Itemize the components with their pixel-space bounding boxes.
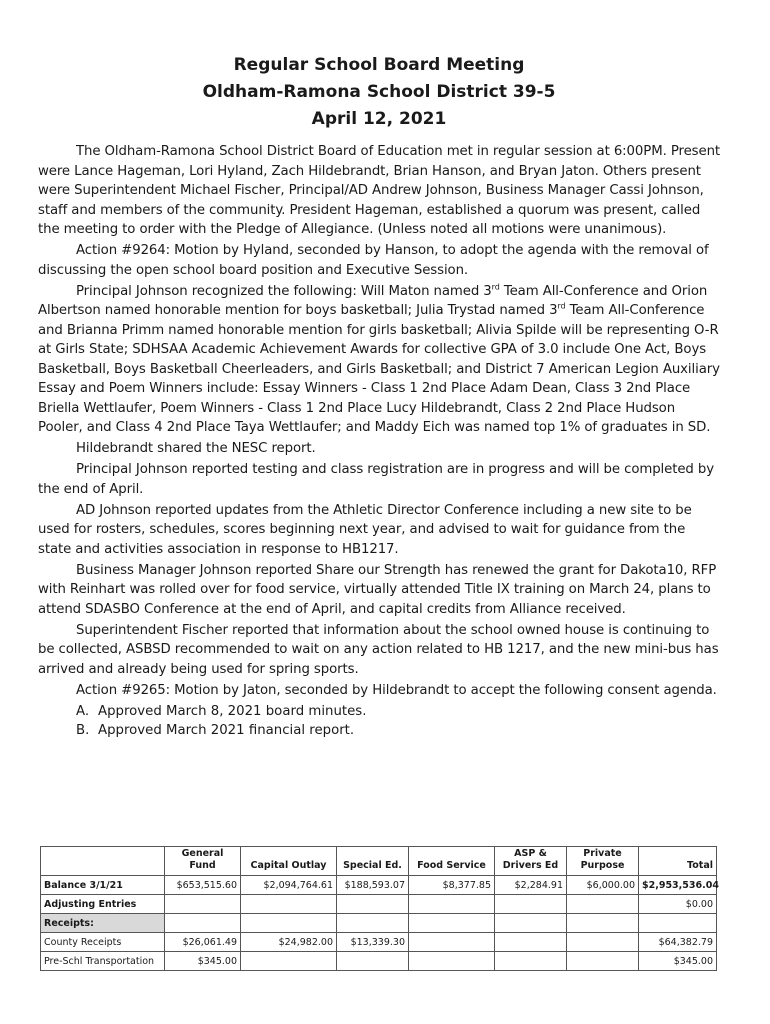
row-label: County Receipts xyxy=(41,933,165,952)
table-cell xyxy=(495,895,567,914)
table-cell xyxy=(495,933,567,952)
table-cell xyxy=(241,914,337,933)
table-cell-total: $2,953,536.04 xyxy=(639,876,717,895)
list-item-text: Approved March 2021 financial report. xyxy=(98,723,355,738)
table-cell xyxy=(567,952,639,971)
consent-agenda-list xyxy=(38,702,720,741)
row-label: Pre-Schl Transportation xyxy=(41,952,165,971)
table-cell xyxy=(165,895,241,914)
row-label: Receipts: xyxy=(41,914,165,933)
table-cell xyxy=(567,914,639,933)
table-cell: $8,377.85 xyxy=(409,876,495,895)
column-header-label xyxy=(41,847,165,876)
column-header-special-ed: Special Ed. xyxy=(337,847,409,876)
superscript-rd-2: rd xyxy=(557,301,566,311)
paragraph-superintendent-report: Superintendent Fischer reported that information about the school owned house is continuing to be collected, ASBSD recommended to wait on any action related to HB 1217, and the new mini-bus has arrived and already being used for spring sports. xyxy=(38,622,719,677)
table-cell xyxy=(495,952,567,971)
table-row xyxy=(41,876,717,895)
table-cell: $2,094,764.61 xyxy=(241,876,337,895)
recognitions-text-a: Principal Johnson recognized the following: Will Maton named 3 xyxy=(76,283,492,299)
table-cell: $188,593.07 xyxy=(337,876,409,895)
district-name: Oldham-Ramona School District 39-5 xyxy=(202,82,556,102)
table-cell: $653,515.60 xyxy=(165,876,241,895)
column-header-food-service: Food Service xyxy=(409,847,495,876)
meeting-title: Regular School Board Meeting xyxy=(233,55,525,75)
table-cell: $6,000.00 xyxy=(567,876,639,895)
table-cell xyxy=(409,952,495,971)
table-cell xyxy=(409,933,495,952)
list-item xyxy=(38,721,720,741)
row-label: Balance 3/1/21 xyxy=(41,876,165,895)
table-cell: $24,982.00 xyxy=(241,933,337,952)
meeting-date: April 12, 2021 xyxy=(311,109,447,129)
table-cell xyxy=(241,952,337,971)
recognitions-text-c: Team All-Conference and Brianna Primm named honorable mention for girls basketball; Alivia Spilde will be representing O-R at Girls State; SDHSAA Academic Achievement Awards for collective GPA of 3.0 include One Act, Boys Basketball, Boys Basketball Cheerleaders, and Girls Basketball; and District 7 American Legion Auxiliary Essay and Poem Winners include: Essay Winners - Class 1 2nd Place Adam Dean, Class 3 2nd Place Briella Wettlaufer, Poem Winners - Class 1 2nd Place Lucy Hildebrandt, Class 2 2nd Place Hudson Pooler, and Class 4 2nd Place Taya Wettlaufer; and Maddy Eich was named top 1% of graduates in SD. xyxy=(38,303,720,435)
table-row xyxy=(41,933,717,952)
table-cell xyxy=(241,895,337,914)
paragraph-recognitions xyxy=(38,282,720,438)
paragraph-principal-report: Principal Johnson reported testing and class registration are in progress and will be completed by the end of April. xyxy=(38,462,714,497)
paragraph-ad-report: AD Johnson reported updates from the Athletic Director Conference including a new site to be used for rosters, schedules, scores beginning next year, and advised to wait for guidance from the state and activities association in response to HB1217. xyxy=(38,502,692,557)
paragraph-business-manager-report: Business Manager Johnson reported Share our Strength has renewed the grant for Dakota10, RFP with Reinhart was rolled over for food service, virtually attended Title IX training on March 24, plans to attend SDASBO Conference at the end of April, and capital credits from Alliance received. xyxy=(38,562,717,617)
table-cell xyxy=(567,895,639,914)
table-cell xyxy=(495,914,567,933)
recognitions-text-b: Team All-Conference and Orion Albertson named honorable mention for boys basketball; Julia Trystad named 3 xyxy=(38,283,708,318)
table-header-row xyxy=(41,847,717,876)
table-row xyxy=(41,895,717,914)
document-header xyxy=(38,52,720,133)
table-cell xyxy=(337,914,409,933)
list-item-text: Approved March 8, 2021 board minutes. xyxy=(98,703,367,719)
table-cell xyxy=(165,914,241,933)
paragraph-action-9265: Action #9265: Motion by Jaton, seconded by Hildebrandt to accept the following consent agenda. xyxy=(76,682,717,698)
table-cell xyxy=(409,895,495,914)
list-marker: B. xyxy=(76,723,90,738)
paragraph-action-9264: Action #9264: Motion by Hyland, seconded by Hanson, to adopt the agenda with the removal of discussing the open school board position and Executive Session. xyxy=(38,243,709,278)
column-header-general-fund: General Fund xyxy=(165,847,241,876)
paragraph-opening: The Oldham-Ramona School District Board of Education met in regular session at 6:00PM. Present were Lance Hageman, Lori Hyland, Zach Hildebrandt, Brian Hanson, and Bryan Jaton. Others present were Superintendent Michael Fischer, Principal/AD Andrew Johnson, Business Manager Cassi Johnson, staff and members of the community. President Hageman, established a quorum was present, called the meeting to order with the Pledge of Allegiance. (Unless noted all motions were unanimous). xyxy=(38,144,721,237)
column-header-private-purpose: Private Purpose xyxy=(567,847,639,876)
paragraph-nesc-report: Hildebrandt shared the NESC report. xyxy=(76,441,316,456)
table-cell-total: $345.00 xyxy=(639,952,717,971)
table-cell xyxy=(337,952,409,971)
column-header-total: Total xyxy=(639,847,717,876)
document-page xyxy=(38,52,720,741)
table-cell: $2,284.91 xyxy=(495,876,567,895)
table-cell xyxy=(409,914,495,933)
column-header-asp-drivers-ed: ASP & Drivers Ed xyxy=(495,847,567,876)
table-row xyxy=(41,952,717,971)
list-item xyxy=(38,702,720,722)
table-cell: $13,339.30 xyxy=(337,933,409,952)
financial-report-table xyxy=(40,846,717,971)
table-cell-total xyxy=(639,914,717,933)
table-cell: $345.00 xyxy=(165,952,241,971)
table-row xyxy=(41,914,717,933)
table-cell xyxy=(337,895,409,914)
table-cell: $26,061.49 xyxy=(165,933,241,952)
table-cell xyxy=(567,933,639,952)
table-cell-total: $64,382.79 xyxy=(639,933,717,952)
column-header-capital-outlay: Capital Outlay xyxy=(241,847,337,876)
table-cell-total: $0.00 xyxy=(639,895,717,914)
row-label: Adjusting Entries xyxy=(41,895,165,914)
superscript-rd-1: rd xyxy=(491,282,500,292)
list-marker: A. xyxy=(76,703,90,719)
